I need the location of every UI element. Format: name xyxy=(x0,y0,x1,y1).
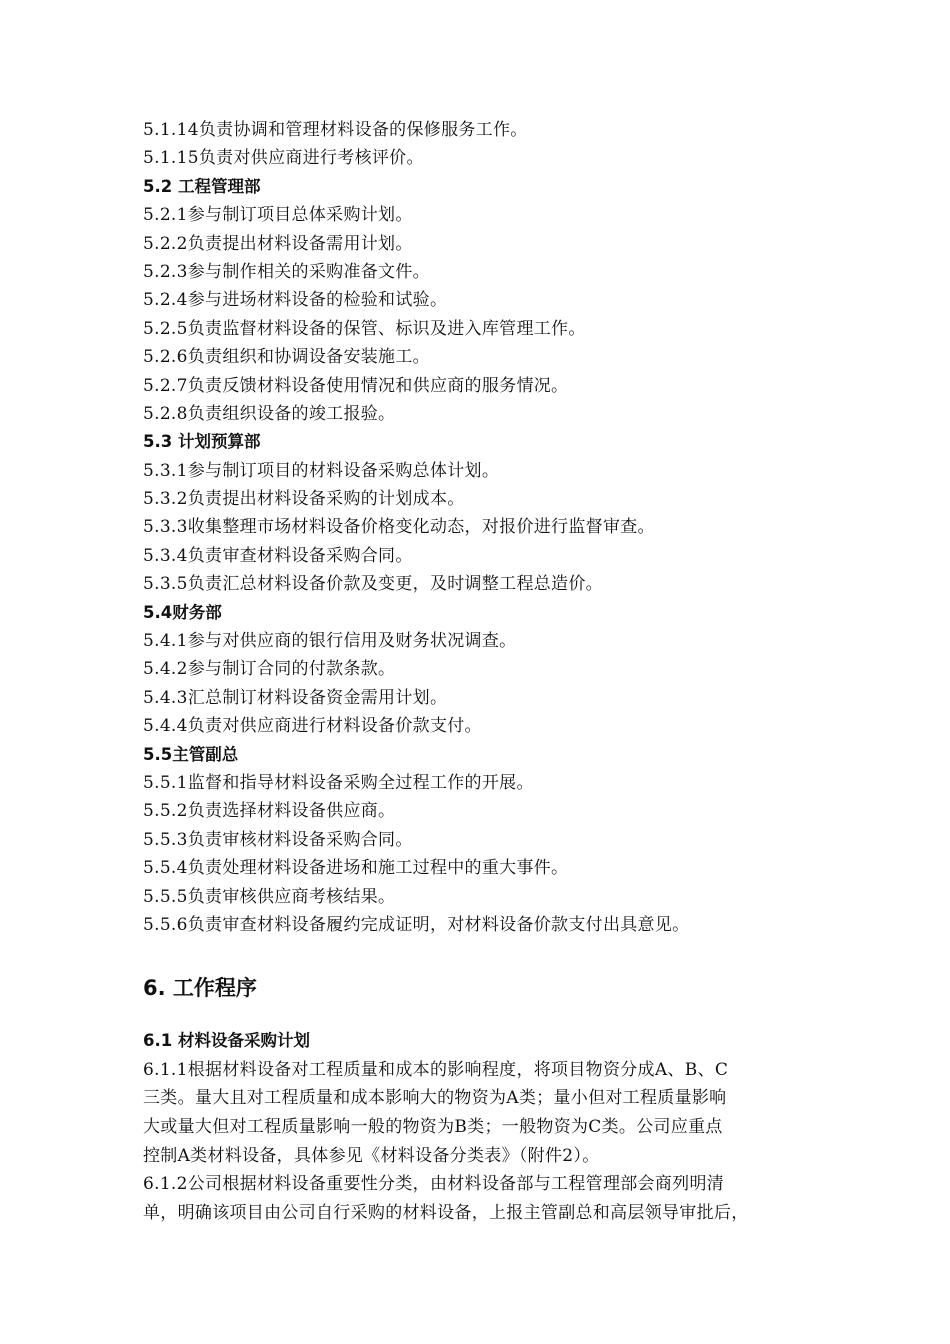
clause-line: 5.3.4负责审查材料设备采购合同。 xyxy=(143,545,413,566)
clause-line: 5.1.15负责对供应商进行考核评价。 xyxy=(143,148,424,169)
clause-line: 5.2.3参与制作相关的采购准备文件。 xyxy=(143,261,430,282)
clause-line: 5.2.5负责监督材料设备的保管、标识及进入库管理工作。 xyxy=(143,318,586,339)
clause-line: 5.4.3汇总制订材料设备资金需用计划。 xyxy=(143,687,448,708)
subsection-heading: 5.2 工程管理部 xyxy=(143,176,261,196)
clause-line: 5.2.6负责组织和协调设备安装施工。 xyxy=(143,347,430,368)
clause-line: 5.4.1参与对供应商的银行信用及财务状况调查。 xyxy=(143,631,517,652)
clause-line: 5.5.3负责审核材料设备采购合同。 xyxy=(143,829,413,850)
paragraph-line: 控制A类材料设备，具体参见《材料设备分类表》（附件2）。 xyxy=(143,1145,600,1166)
paragraph-6-1-1 xyxy=(143,1056,823,1170)
paragraph-line: 三类。量大且对工程质量和成本影响大的物资为A类；量小但对工程质量影响 xyxy=(143,1088,727,1109)
paragraph-line: 6.1.1根据材料设备对工程质量和成本的影响程度，将项目物资分成A、B、C xyxy=(143,1059,729,1080)
clause-line: 5.5.1监督和指导材料设备采购全过程工作的开展。 xyxy=(143,772,534,793)
clause-line: 5.5.4负责处理材料设备进场和施工过程中的重大事件。 xyxy=(143,858,569,879)
paragraph-line: 大或量大但对工程质量影响一般的物资为B类；一般物资为C类。公司应重点 xyxy=(143,1116,723,1137)
subsection-heading-6-1: 6.1 材料设备采购计划 xyxy=(143,1031,310,1051)
clause-line: 5.3.5负责汇总材料设备价款及变更，及时调整工程总造价。 xyxy=(143,574,603,595)
clause-line: 5.3.3收集整理市场材料设备价格变化动态，对报价进行监督审查。 xyxy=(143,517,655,538)
clause-line: 5.2.1参与制订项目总体采购计划。 xyxy=(143,205,413,226)
clause-line: 5.2.7负责反馈材料设备使用情况和供应商的服务情况。 xyxy=(143,375,569,396)
clause-line: 5.2.4参与进场材料设备的检验和试验。 xyxy=(143,290,448,311)
clause-line: 5.3.1参与制订项目的材料设备采购总体计划。 xyxy=(143,460,500,481)
clause-line: 5.1.14负责协调和管理材料设备的保修服务工作。 xyxy=(143,120,528,140)
paragraph-line: 单，明确该项目由公司自行采购的材料设备，上报主管副总和高层领导审批后， xyxy=(143,1202,749,1223)
clause-line: 5.2.2负责提出材料设备需用计划。 xyxy=(143,233,413,254)
subsection-heading: 5.3 计划预算部 xyxy=(143,432,261,452)
clause-line: 5.5.2负责选择材料设备供应商。 xyxy=(143,801,396,822)
clause-line: 5.3.2负责提出材料设备采购的计划成本。 xyxy=(143,489,465,510)
section-6-title: 6. 工作程序 xyxy=(143,976,257,1001)
subsection-heading: 5.5主管副总 xyxy=(143,744,239,764)
subsection-heading: 5.4财务部 xyxy=(143,602,222,622)
clause-line: 5.4.2参与制订合同的付款条款。 xyxy=(143,659,396,680)
clause-line: 5.2.8负责组织设备的竣工报验。 xyxy=(143,403,396,424)
clause-line: 5.5.5负责审核供应商考核结果。 xyxy=(143,886,396,907)
document-page xyxy=(143,116,823,1227)
clause-line: 5.4.4负责对供应商进行材料设备价款支付。 xyxy=(143,716,482,737)
paragraph-line: 6.1.2公司根据材料设备重要性分类，由材料设备部与工程管理部会商列明清 xyxy=(143,1174,725,1195)
clause-line: 5.5.6负责审查材料设备履约完成证明，对材料设备价款支付出具意见。 xyxy=(143,914,690,935)
section-5-responsibilities xyxy=(143,116,823,939)
paragraph-6-1-2 xyxy=(143,1170,823,1227)
